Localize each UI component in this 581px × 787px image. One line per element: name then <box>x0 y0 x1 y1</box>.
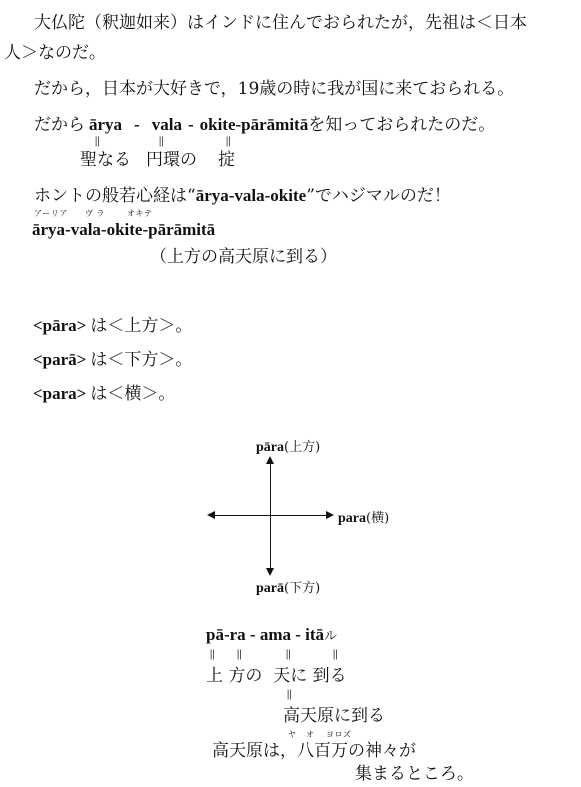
definition-para-lower <box>33 350 192 370</box>
sutra-line-suffix: ”でハジマルのだ！ <box>306 186 451 206</box>
dash: - <box>134 115 140 134</box>
arya-line-prefix: だから <box>34 115 85 135</box>
arya-line <box>34 115 495 135</box>
definition-para-side <box>33 384 175 404</box>
final-line-2: 集まるところ。 <box>355 764 474 784</box>
sutra-line-prefix: ホントの般若心経は“ <box>34 186 196 206</box>
ruby-arya: アーリア <box>34 209 68 218</box>
full-term-meaning: （上方の高天原に到る） <box>150 247 337 267</box>
diagram-top-label <box>256 436 320 456</box>
breakdown-result: 高天原に到る <box>283 706 385 726</box>
arrow-down-icon <box>266 568 274 576</box>
paragraph-1-line-1: 大仏陀（釈迦如来）はインドに住んでおられたが，先祖は＜日本 <box>34 13 527 33</box>
diagram-horizontal-axis <box>212 515 327 516</box>
term-okite-paramita: okite-pārāmitā <box>199 115 309 134</box>
definition-text: は＜上方＞。 <box>90 316 193 336</box>
breakdown-term-suffix: ル <box>324 629 338 644</box>
definition-text: は＜横＞。 <box>90 384 176 404</box>
equals-mark: || <box>286 649 291 660</box>
final-line-1: 高天原は，八百万の神々が <box>212 741 416 761</box>
gloss-law: 掟 <box>218 150 235 170</box>
ruby-yorozu: ヨロズ <box>326 730 352 739</box>
diagram-bottom-gloss: (下方) <box>284 581 321 596</box>
diagram-right-label <box>338 507 389 527</box>
ruby-o: オ <box>306 730 315 739</box>
definition-para-upper <box>33 316 192 336</box>
dash: - <box>187 115 194 134</box>
diagram-top-gloss: (上方) <box>284 440 321 455</box>
equals-mark: || <box>210 649 215 660</box>
definition-term: <pāra> <box>33 316 87 335</box>
sutra-term: ārya-vala-okite <box>195 186 307 205</box>
paragraph-1-line-2: 人＞なのだ。 <box>4 43 106 63</box>
definition-text: は＜下方＞。 <box>90 350 193 370</box>
term-vala: vala <box>151 115 182 134</box>
ruby-okite: オキテ <box>127 209 153 218</box>
term-arya: ārya <box>89 115 123 134</box>
diagram-bottom-label <box>256 577 320 597</box>
gloss-ring: 円環の <box>146 150 197 170</box>
breakdown-gloss-line: 上 方の 天に 到る <box>206 666 347 686</box>
sutra-line <box>34 186 451 206</box>
definition-term: <para> <box>33 384 87 403</box>
arrow-left-icon <box>207 511 215 519</box>
equals-mark: || <box>159 136 164 147</box>
definition-term: <parā> <box>33 350 87 369</box>
diagram-vertical-axis <box>270 461 271 572</box>
equals-mark: || <box>237 649 242 660</box>
gloss-sacred: 聖なる <box>80 150 131 170</box>
diagram-top-term: pāra <box>256 440 284 455</box>
equals-mark: || <box>226 136 231 147</box>
diagram-bottom-term: parā <box>256 581 284 596</box>
equals-mark: || <box>333 649 338 660</box>
breakdown-term-text: pā-ra - ama - itā <box>206 625 325 644</box>
arrow-up-icon <box>266 456 274 464</box>
ruby-ya: ヤ <box>288 730 297 739</box>
arya-line-suffix: を知っておられたのだ。 <box>308 115 496 135</box>
paragraph-2: だから，日本が大好きで，19歳の時に我が国に来ておられる。 <box>34 79 515 99</box>
breakdown-term <box>206 625 337 647</box>
equals-mark: || <box>287 689 292 700</box>
arrow-right-icon <box>326 511 334 519</box>
diagram-right-term: para <box>338 511 366 526</box>
full-term: ārya-vala-okite-pārāmitā <box>32 220 216 239</box>
diagram-right-gloss: (横) <box>366 511 390 526</box>
equals-mark: || <box>95 136 100 147</box>
ruby-vala: ヴ ラ <box>85 209 106 218</box>
